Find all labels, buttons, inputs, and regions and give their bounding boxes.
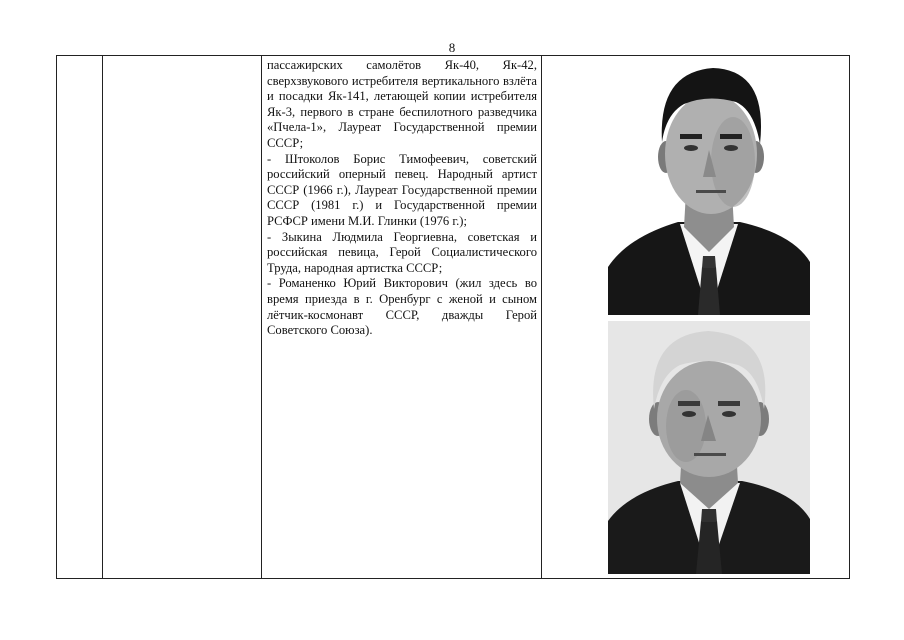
portrait-photo-bottom [608, 321, 810, 574]
column-divider-1 [102, 56, 103, 578]
portrait-grey-hair-image [608, 321, 810, 574]
paragraph-shtokolov: - Штоколов Борис Тимофеевич, советский российский оперный певец. Народный артист СССР (1966 г.), Лауреат Государственной премии СССР (1981 г.) и Государственной премии РСФСР имени М.И. Глинки (1976 г.); [267, 151, 537, 228]
column-divider-2 [261, 56, 262, 578]
paragraph-romanenko: - Романенко Юрий Викторович (жил здесь во время приезда в г. Оренбург с женой и сыном лётчик-космонавт СССР, дважды Герой Советского Союза). [267, 276, 537, 338]
portrait-dark-hair-image [608, 62, 810, 315]
paragraph-yakovlev-continued: пассажирских самолётов Як-40, Як-42, сверхзвукового истребителя вертикального взлёта и посадки Як-141, летающей копии истребителя Як-3, первого в стране беспилотного разведчика «Пчела-1», Лауреат Государственной премии СССР; [267, 58, 537, 150]
description-cell [267, 58, 537, 339]
portrait-photo-top [608, 62, 810, 315]
paragraph-zykina: - Зыкина Людмила Георгиевна, советская и российская певица, Герой Социалистического Труда, народная артистка СССР; [267, 229, 537, 275]
page-number: 8 [448, 40, 456, 55]
column-divider-3 [541, 56, 542, 578]
document-table [56, 55, 850, 579]
